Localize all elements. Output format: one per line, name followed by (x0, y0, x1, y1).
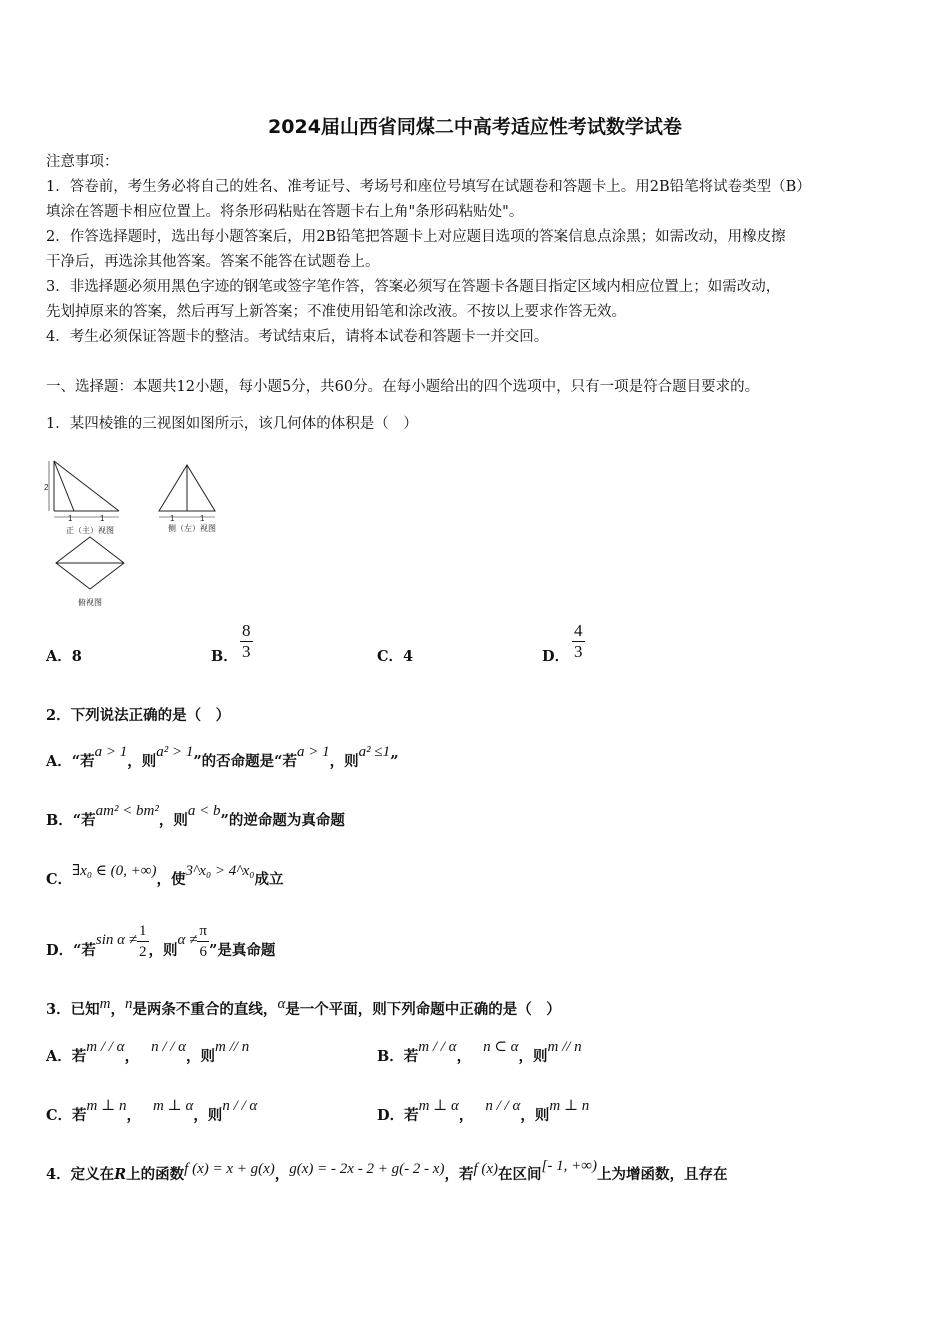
section-heading: 一、选择题：本题共12小题，每小题5分，共60分。在每小题给出的四个选项中，只有一项是符合题目要求的。 (46, 379, 760, 395)
top-view-caption: 俯视图 (78, 598, 102, 607)
notice-line: 3．非选择题必须用黑色字迹的钢笔或签字笔作答，答案必须写在答题卡各题目指定区域内相应位置上；如需改动， (46, 279, 781, 295)
notice-line: 填涂在答题卡相应位置上。将条形码粘贴在答题卡右上角"条形码粘贴处"。 (46, 204, 524, 220)
side-view (159, 465, 215, 517)
side-width-label: 1 (170, 514, 175, 523)
question-1-stem: 1．某四棱锥的三视图如图所示，该几何体的体积是（ ） (46, 416, 418, 432)
page-title: 2024届山西省同煤二中高考适应性考试数学试卷 (268, 116, 682, 138)
q3-option-c: C．若m ⊥ n，m ⊥ α，则n / / α (46, 1098, 258, 1124)
notice-line: 先划掉原来的答案，然后再写上新答案；不准使用铅笔和涂改液。不按以上要求作答无效。 (46, 304, 626, 320)
q3-option-b: B．若m / / α，n ⊂ α，则m // n (377, 1039, 582, 1065)
front-width-label: 1 (100, 514, 105, 523)
top-view (56, 537, 124, 589)
notice-line: 4．考生必须保证答题卡的整洁。考试结束后，请将本试卷和答题卡一并交回。 (46, 329, 549, 345)
front-width-label: 1 (68, 514, 73, 523)
side-view-caption: 侧（左）视图 (168, 524, 216, 533)
q1-option-d-label: D． (542, 648, 570, 665)
q1-option-a: A．8 (46, 648, 82, 665)
notice-heading: 注意事项： (46, 154, 119, 170)
three-view-figure (44, 455, 234, 610)
q1-option-c: C．4 (377, 648, 414, 665)
notice-line: 1．答卷前，考生务必将自己的姓名、准考证号、考场号和座位号填写在试题卷和答题卡上。用2B铅笔将试卷类型（B） (46, 179, 811, 195)
front-view-caption: 正（主）视图 (66, 526, 114, 535)
q3-option-d: D．若m ⊥ α，n / / α，则m ⊥ n (377, 1098, 590, 1124)
q1-option-d-fraction: $\frac{4}{3}$ (574, 621, 583, 661)
q2-option-b: B．“若am² < bm²，则a < b”的逆命题为真命题 (46, 803, 345, 829)
question-3-stem: 3．已知m，n是两条不重合的直线，α是一个平面，则下列命题中正确的是（ ） (46, 996, 561, 1018)
q2-option-d: D．“若sin α ≠ $\frac{1}{2}$ ，则α ≠ $\frac{\pi}{6}$ ”是真命题 (46, 922, 276, 960)
q2-option-a: A．“若a > 1，则a² > 1”的否命题是“若a > 1，则a² ≤1” (46, 744, 399, 770)
front-height-label: 2 (44, 483, 49, 492)
question-4-stem: 4．定义在R上的函数f (x) = x + g(x)，g(x) = - 2x - 2 + g(- 2 - x)，若f (x)在区间[- 1, +∞)上为增函数，且存在 (46, 1158, 728, 1183)
notice-line: 干净后，再选涂其他答案。答案不能答在试题卷上。 (46, 254, 380, 270)
question-2-stem: 2．下列说法正确的是（ ） (46, 707, 231, 724)
notice-line: 2．作答选择题时，选出每小题答案后，用2B铅笔把答题卡上对应题目选项的答案信息点涂黑；如需改动，用橡皮擦 (46, 229, 786, 245)
q1-option-b-label: B． (211, 648, 238, 665)
q3-option-a: A．若m / / α，n / / α，则m // n (46, 1039, 250, 1065)
side-width-label: 1 (200, 514, 205, 523)
front-view (49, 461, 119, 517)
q2-option-c: C．∃x₀ ∈ (0, +∞)，使3^x₀ > 4^x₀成立 (46, 863, 284, 888)
q1-option-b-fraction: $\frac{8}{3}$ (242, 621, 251, 661)
